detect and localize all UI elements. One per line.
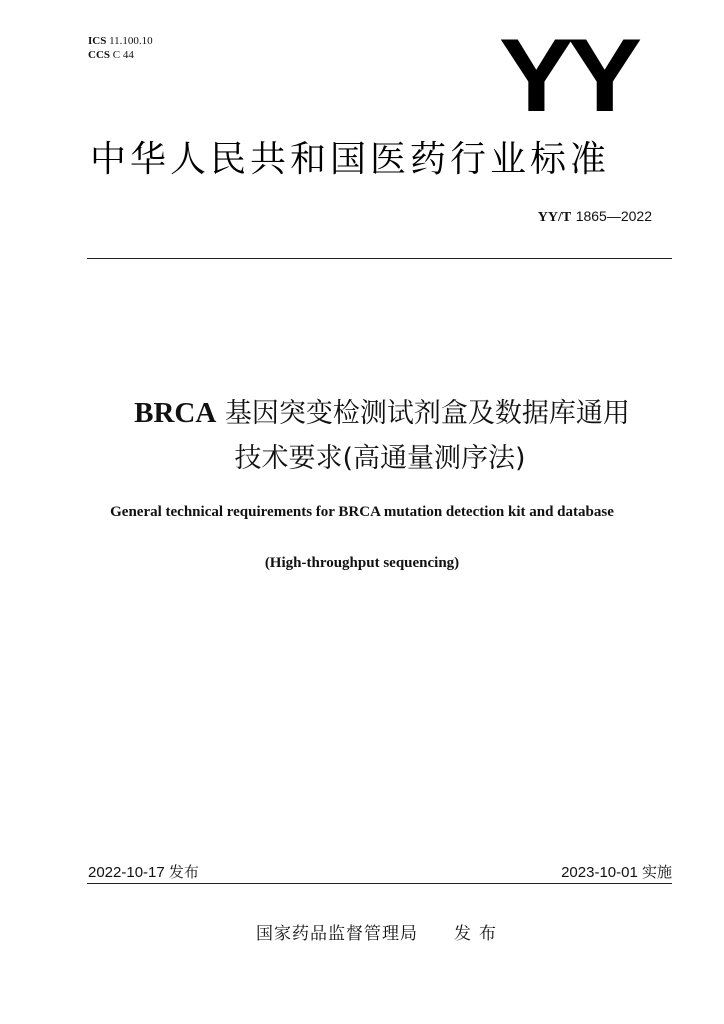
implementation-date bbox=[561, 861, 672, 882]
standard-number bbox=[538, 208, 652, 226]
chinese-title-line-1 bbox=[72, 392, 692, 435]
publisher-line bbox=[256, 919, 504, 944]
chinese-title-line-2: 技术要求(高通量测序法) bbox=[234, 443, 526, 474]
issue-date bbox=[88, 861, 199, 882]
ics-label: ICS bbox=[88, 35, 107, 47]
publisher-organization: 国家药品监督管理局 bbox=[256, 924, 418, 944]
issue-date-value: 2022-10-17 bbox=[88, 864, 165, 881]
top-divider bbox=[87, 258, 672, 259]
ccs-code bbox=[88, 48, 153, 62]
ccs-label: CCS bbox=[88, 49, 111, 61]
bottom-divider bbox=[87, 883, 672, 884]
classification-codes bbox=[88, 34, 153, 62]
ics-code bbox=[88, 34, 153, 48]
ccs-value: C 44 bbox=[112, 49, 134, 61]
standard-number-value: 1865—2022 bbox=[575, 208, 652, 224]
chinese-title-line-1-text: 基因突变检测试剂盒及数据库通用 bbox=[216, 398, 630, 429]
english-subtitle: (High-throughput sequencing) bbox=[264, 555, 460, 571]
issue-date-label: 发布 bbox=[168, 863, 199, 881]
publisher-verb: 发布 bbox=[454, 924, 504, 944]
yy-logo: YY bbox=[499, 18, 636, 134]
implementation-date-value: 2023-10-01 bbox=[561, 864, 638, 881]
ics-value: 11.100.10 bbox=[109, 35, 153, 47]
english-title: General technical requirements for BRCA mutation detection kit and database bbox=[110, 504, 614, 520]
standard-number-prefix: YY/T bbox=[537, 210, 572, 225]
ministry-standard-title: 中华人民共和国医药行业标准 bbox=[90, 139, 611, 180]
chinese-title-gene-name: BRCA bbox=[134, 397, 217, 429]
implementation-date-label: 实施 bbox=[641, 863, 672, 881]
